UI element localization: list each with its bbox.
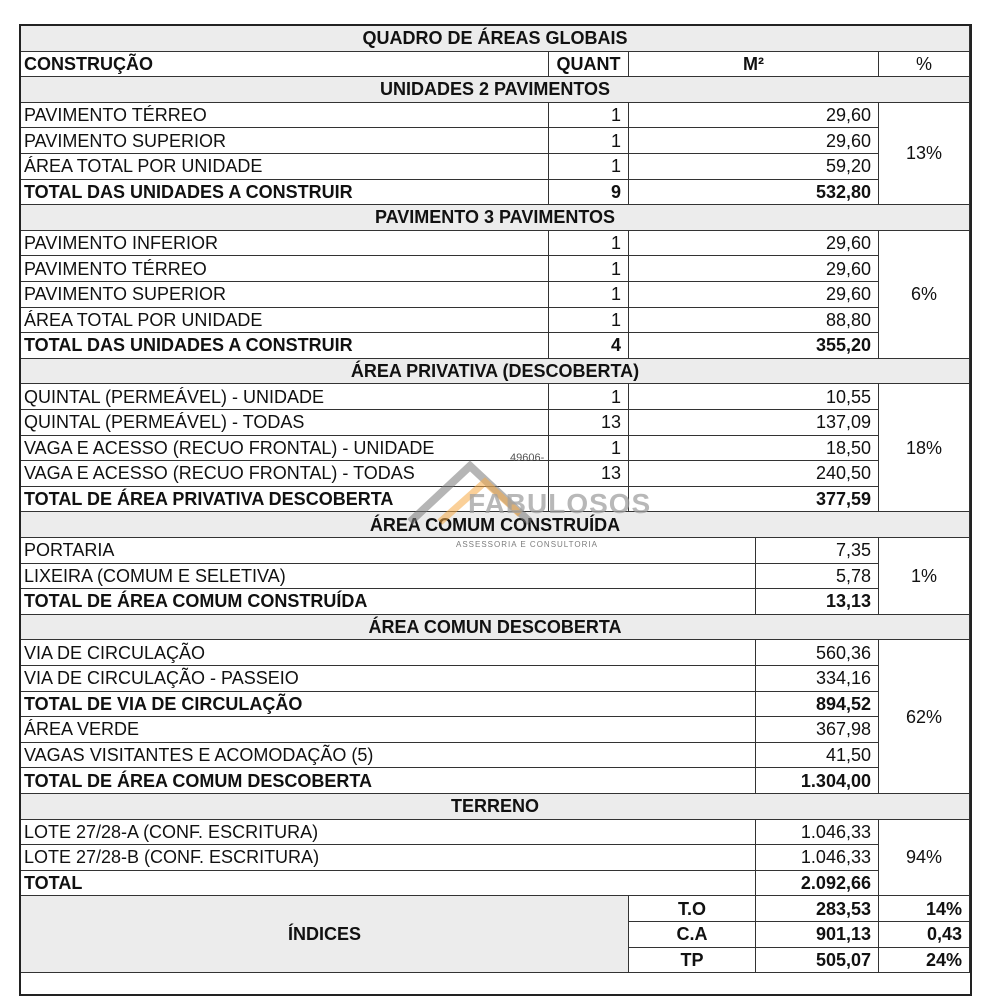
- row-label: PAVIMENTO TÉRREO: [21, 256, 549, 282]
- row-area: 59,20: [629, 154, 879, 180]
- row-quantity: 4: [549, 333, 629, 359]
- row-quantity: 13: [549, 461, 629, 487]
- watermark-code: 49606-: [510, 452, 545, 464]
- row-area: 29,60: [629, 231, 879, 257]
- row-label: PAVIMENTO SUPERIOR: [21, 128, 549, 154]
- row-area: 560,36: [756, 640, 879, 666]
- row-area: 532,80: [629, 180, 879, 206]
- row-label: VAGA E ACESSO (RECUO FRONTAL) - TODAS: [21, 461, 549, 487]
- row-label: TOTAL DAS UNIDADES A CONSTRUIR: [21, 180, 549, 206]
- row-label: PAVIMENTO TÉRREO: [21, 103, 549, 129]
- watermark-tagline: ASSESSORIA E CONSULTORIA: [456, 540, 598, 549]
- row-area: 377,59: [629, 487, 879, 513]
- row-area: 240,50: [629, 461, 879, 487]
- row-label: TOTAL DE ÁREA COMUM CONSTRUÍDA: [21, 589, 756, 615]
- row-quantity: 1: [549, 154, 629, 180]
- table-title: QUADRO DE ÁREAS GLOBAIS: [21, 26, 970, 52]
- section-percent: 94%: [879, 820, 970, 897]
- index-value: 283,53: [756, 896, 879, 922]
- row-area: 1.046,33: [756, 820, 879, 846]
- row-quantity: 1: [549, 282, 629, 308]
- row-area: 88,80: [629, 308, 879, 334]
- row-label: QUINTAL (PERMEÁVEL) - TODAS: [21, 410, 549, 436]
- index-name: C.A: [629, 922, 756, 948]
- index-percent: 14%: [879, 896, 970, 922]
- row-label: LOTE 27/28-A (CONF. ESCRITURA): [21, 820, 756, 846]
- row-area: 2.092,66: [756, 871, 879, 897]
- section-title: ÁREA COMUM CONSTRUÍDA: [21, 512, 970, 538]
- row-area: 367,98: [756, 717, 879, 743]
- row-area: 1.046,33: [756, 845, 879, 871]
- row-area: 1.304,00: [756, 768, 879, 794]
- row-label: TOTAL DE ÁREA COMUM DESCOBERTA: [21, 768, 756, 794]
- row-quantity: 1: [549, 384, 629, 410]
- index-value: 901,13: [756, 922, 879, 948]
- index-name: TP: [629, 948, 756, 974]
- row-quantity: 1: [549, 256, 629, 282]
- row-label: TOTAL DE ÁREA PRIVATIVA DESCOBERTA: [21, 487, 549, 513]
- column-header-area: M²: [629, 52, 879, 78]
- section-title: ÁREA PRIVATIVA (DESCOBERTA): [21, 359, 970, 385]
- row-label: PAVIMENTO INFERIOR: [21, 231, 549, 257]
- areas-table: [19, 24, 972, 996]
- section-title: PAVIMENTO 3 PAVIMENTOS: [21, 205, 970, 231]
- row-label: LOTE 27/28-B (CONF. ESCRITURA): [21, 845, 756, 871]
- row-label: LIXEIRA (COMUM E SELETIVA): [21, 564, 756, 590]
- row-area: 5,78: [756, 564, 879, 590]
- row-quantity: 1: [549, 308, 629, 334]
- row-quantity: 9: [549, 180, 629, 206]
- index-percent: 0,43: [879, 922, 970, 948]
- row-area: 355,20: [629, 333, 879, 359]
- indices-label: ÍNDICES: [21, 896, 629, 973]
- row-label: PAVIMENTO SUPERIOR: [21, 282, 549, 308]
- row-label: TOTAL: [21, 871, 756, 897]
- row-area: 29,60: [629, 103, 879, 129]
- row-quantity: 1: [549, 128, 629, 154]
- row-label: ÁREA TOTAL POR UNIDADE: [21, 154, 549, 180]
- row-label: ÁREA VERDE: [21, 717, 756, 743]
- row-area: 894,52: [756, 692, 879, 718]
- row-quantity: 1: [549, 103, 629, 129]
- row-label: PORTARIA: [21, 538, 756, 564]
- index-name: T.O: [629, 896, 756, 922]
- column-header-construction: CONSTRUÇÃO: [21, 52, 549, 78]
- row-label: TOTAL DAS UNIDADES A CONSTRUIR: [21, 333, 549, 359]
- row-area: 334,16: [756, 666, 879, 692]
- section-title: TERRENO: [21, 794, 970, 820]
- row-quantity: [549, 487, 629, 513]
- column-header-percent: %: [879, 52, 970, 78]
- index-value: 505,07: [756, 948, 879, 974]
- row-area: 29,60: [629, 282, 879, 308]
- row-label: ÁREA TOTAL POR UNIDADE: [21, 308, 549, 334]
- index-percent: 24%: [879, 948, 970, 974]
- row-area: 137,09: [629, 410, 879, 436]
- row-quantity: 1: [549, 436, 629, 462]
- row-label: VIA DE CIRCULAÇÃO: [21, 640, 756, 666]
- row-label: VIA DE CIRCULAÇÃO - PASSEIO: [21, 666, 756, 692]
- row-area: 29,60: [629, 128, 879, 154]
- column-header-quant: QUANT: [549, 52, 629, 78]
- row-area: 18,50: [629, 436, 879, 462]
- row-area: 41,50: [756, 743, 879, 769]
- row-label: VAGAS VISITANTES E ACOMODAÇÃO (5): [21, 743, 756, 769]
- row-label: TOTAL DE VIA DE CIRCULAÇÃO: [21, 692, 756, 718]
- row-quantity: 1: [549, 231, 629, 257]
- section-percent: 62%: [879, 640, 970, 794]
- row-area: 10,55: [629, 384, 879, 410]
- section-percent: 13%: [879, 103, 970, 205]
- row-area: 13,13: [756, 589, 879, 615]
- section-title: UNIDADES 2 PAVIMENTOS: [21, 77, 970, 103]
- row-area: 29,60: [629, 256, 879, 282]
- section-percent: 18%: [879, 384, 970, 512]
- row-label: VAGA E ACESSO (RECUO FRONTAL) - UNIDADE: [21, 436, 549, 462]
- section-percent: 1%: [879, 538, 970, 615]
- row-label: QUINTAL (PERMEÁVEL) - UNIDADE: [21, 384, 549, 410]
- watermark-brand: FABULOSOS: [468, 488, 652, 519]
- section-percent: 6%: [879, 231, 970, 359]
- section-title: ÁREA COMUN DESCOBERTA: [21, 615, 970, 641]
- row-quantity: 13: [549, 410, 629, 436]
- row-area: 7,35: [756, 538, 879, 564]
